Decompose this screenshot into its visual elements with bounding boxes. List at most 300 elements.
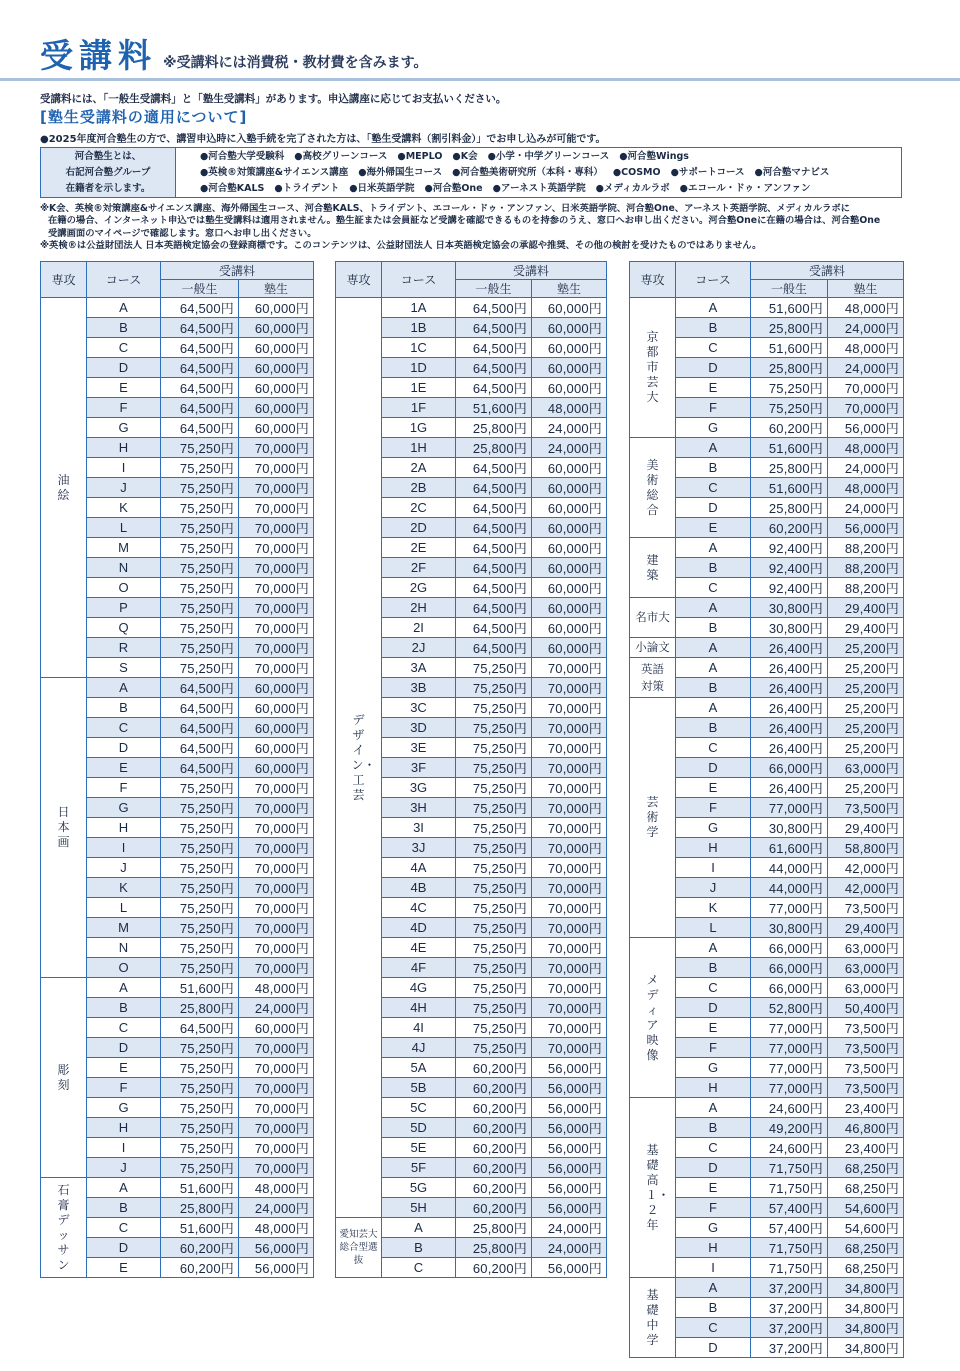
table-row — [630, 598, 904, 618]
general-fee-cell: 92,400円 — [751, 558, 828, 578]
member-fee-cell: 48,000円 — [828, 478, 904, 498]
general-fee-cell: 26,400円 — [751, 658, 828, 678]
member-fee-cell: 48,000円 — [828, 438, 904, 458]
major-label: 基礎中学 — [646, 1287, 659, 1347]
major-cell — [336, 298, 382, 1218]
member-fee-cell: 70,000円 — [532, 758, 607, 778]
header — [40, 30, 428, 77]
general-fee-cell: 77,000円 — [751, 1018, 828, 1038]
member-fee-cell: 60,000円 — [239, 418, 314, 438]
member-fee-cell: 70,000円 — [239, 1098, 314, 1118]
course-cell: 4D — [382, 918, 456, 938]
general-fee-cell: 92,400円 — [751, 538, 828, 558]
header-major: 専攻 — [630, 262, 676, 298]
course-cell: H — [87, 818, 161, 838]
course-cell: G — [87, 1098, 161, 1118]
general-fee-cell: 25,800円 — [161, 1198, 239, 1218]
general-fee-cell: 75,250円 — [456, 798, 532, 818]
major-label: 名市大 — [635, 610, 670, 624]
member-fee-cell: 70,000円 — [532, 798, 607, 818]
member-fee-cell: 24,000円 — [828, 358, 904, 378]
general-fee-cell: 64,500円 — [456, 458, 532, 478]
general-fee-cell: 64,500円 — [161, 398, 239, 418]
course-cell: G — [676, 1058, 751, 1078]
course-cell: E — [87, 1058, 161, 1078]
member-fee-cell: 56,000円 — [828, 518, 904, 538]
group-item: ●河合塾美術研究所（本科・専科） — [452, 167, 603, 178]
general-fee-cell: 60,200円 — [161, 1258, 239, 1278]
member-fee-cell: 60,000円 — [239, 398, 314, 418]
group-box-line — [200, 165, 901, 181]
course-cell: B — [676, 718, 751, 738]
table-row — [630, 1098, 904, 1118]
member-fee-cell: 48,000円 — [828, 298, 904, 318]
general-fee-cell: 26,400円 — [751, 778, 828, 798]
member-fee-cell: 56,000円 — [532, 1118, 607, 1138]
member-fee-cell: 70,000円 — [532, 778, 607, 798]
general-fee-cell: 30,800円 — [751, 618, 828, 638]
member-fee-cell: 60,000円 — [532, 458, 607, 478]
general-fee-cell: 75,250円 — [161, 878, 239, 898]
member-fee-cell: 88,200円 — [828, 578, 904, 598]
member-fee-cell: 70,000円 — [239, 1038, 314, 1058]
member-fee-cell: 25,200円 — [828, 698, 904, 718]
general-fee-cell: 25,800円 — [751, 358, 828, 378]
general-fee-cell: 64,500円 — [456, 558, 532, 578]
course-cell: I — [676, 858, 751, 878]
general-fee-cell: 75,250円 — [456, 1018, 532, 1038]
general-fee-cell: 75,250円 — [161, 858, 239, 878]
general-fee-cell: 60,200円 — [161, 1238, 239, 1258]
member-fee-cell: 58,800円 — [828, 838, 904, 858]
member-fee-cell: 70,000円 — [239, 638, 314, 658]
general-fee-cell: 64,500円 — [456, 318, 532, 338]
course-cell: A — [676, 598, 751, 618]
course-cell: C — [676, 338, 751, 358]
group-item: ●河合塾大学受験科 — [200, 151, 285, 162]
course-cell: 5C — [382, 1098, 456, 1118]
member-fee-cell: 63,000円 — [828, 978, 904, 998]
general-fee-cell: 25,800円 — [751, 458, 828, 478]
course-cell: D — [676, 758, 751, 778]
group-box-list — [176, 148, 901, 197]
major-cell — [630, 658, 676, 698]
course-cell: C — [382, 1258, 456, 1278]
general-fee-cell: 75,250円 — [161, 598, 239, 618]
member-fee-cell: 70,000円 — [532, 838, 607, 858]
table-row — [630, 658, 904, 678]
group-item: ●高校グリーンコース — [294, 151, 388, 162]
course-cell: E — [87, 378, 161, 398]
course-cell: 5F — [382, 1158, 456, 1178]
course-cell: A — [87, 678, 161, 698]
major-label: 石膏デッサン — [57, 1182, 70, 1272]
course-cell: 1C — [382, 338, 456, 358]
course-cell: C — [87, 1218, 161, 1238]
course-cell: N — [87, 938, 161, 958]
member-fee-cell: 60,000円 — [532, 378, 607, 398]
general-fee-cell: 75,250円 — [161, 538, 239, 558]
member-fee-cell: 70,000円 — [532, 898, 607, 918]
general-fee-cell: 64,500円 — [161, 298, 239, 318]
general-fee-cell: 77,000円 — [751, 1058, 828, 1078]
member-fee-cell: 25,200円 — [828, 778, 904, 798]
general-fee-cell: 25,800円 — [456, 1238, 532, 1258]
member-fee-cell: 25,200円 — [828, 638, 904, 658]
section-title: [塾生受講料の適用について] — [40, 108, 248, 126]
header-course: コース — [676, 262, 751, 298]
member-fee-cell: 24,000円 — [828, 498, 904, 518]
course-cell: 5A — [382, 1058, 456, 1078]
course-cell: C — [676, 1318, 751, 1338]
general-fee-cell: 75,250円 — [161, 838, 239, 858]
member-fee-cell: 29,400円 — [828, 918, 904, 938]
general-fee-cell: 75,250円 — [161, 938, 239, 958]
course-cell: S — [87, 658, 161, 678]
member-fee-cell: 56,000円 — [532, 1098, 607, 1118]
table-row — [630, 938, 904, 958]
member-fee-cell: 60,000円 — [239, 718, 314, 738]
group-item: ●K会 — [452, 151, 478, 162]
major-cell — [41, 298, 87, 678]
member-fee-cell: 48,000円 — [239, 1218, 314, 1238]
member-fee-cell: 70,000円 — [532, 958, 607, 978]
course-cell: 5E — [382, 1138, 456, 1158]
general-fee-cell: 75,250円 — [161, 898, 239, 918]
course-cell: B — [676, 318, 751, 338]
general-fee-cell: 75,250円 — [456, 818, 532, 838]
group-item: ●海外帰国生コース — [358, 167, 443, 178]
general-fee-cell: 51,600円 — [751, 478, 828, 498]
header-fee: 受講料 — [456, 262, 607, 280]
general-fee-cell: 60,200円 — [456, 1078, 532, 1098]
member-fee-cell: 56,000円 — [532, 1078, 607, 1098]
general-fee-cell: 64,500円 — [161, 738, 239, 758]
course-cell: 2D — [382, 518, 456, 538]
course-cell: E — [676, 378, 751, 398]
general-fee-cell: 75,250円 — [456, 738, 532, 758]
major-cell — [336, 1218, 382, 1278]
member-fee-cell: 56,000円 — [532, 1178, 607, 1198]
major-cell — [630, 298, 676, 438]
member-fee-cell: 23,400円 — [828, 1098, 904, 1118]
major-label: 基礎高１・２年 — [645, 1142, 670, 1232]
member-fee-cell: 70,000円 — [239, 838, 314, 858]
member-fee-cell: 70,000円 — [239, 1078, 314, 1098]
member-fee-cell: 48,000円 — [532, 398, 607, 418]
course-cell: 5H — [382, 1198, 456, 1218]
general-fee-cell: 75,250円 — [161, 458, 239, 478]
general-fee-cell: 71,750円 — [751, 1258, 828, 1278]
member-fee-cell: 56,000円 — [239, 1258, 314, 1278]
member-fee-cell: 70,000円 — [239, 438, 314, 458]
table-header-row — [41, 262, 314, 280]
member-fee-cell: 48,000円 — [239, 1178, 314, 1198]
course-cell: A — [676, 1098, 751, 1118]
course-cell: 1G — [382, 418, 456, 438]
member-fee-cell: 70,000円 — [532, 698, 607, 718]
general-fee-cell: 75,250円 — [161, 1078, 239, 1098]
general-fee-cell: 75,250円 — [161, 1098, 239, 1118]
group-item: ●河合塾Wings — [619, 151, 689, 162]
notes — [40, 203, 910, 252]
table-row — [336, 298, 607, 318]
general-fee-cell: 24,600円 — [751, 1098, 828, 1118]
course-cell: D — [676, 998, 751, 1018]
member-fee-cell: 24,000円 — [532, 438, 607, 458]
group-item: ●小学・中学グリーンコース — [487, 151, 610, 162]
course-cell: A — [87, 298, 161, 318]
course-cell: 3G — [382, 778, 456, 798]
header-major: 専攻 — [336, 262, 382, 298]
course-cell: J — [87, 1158, 161, 1178]
general-fee-cell: 75,250円 — [161, 638, 239, 658]
general-fee-cell: 64,500円 — [456, 478, 532, 498]
general-fee-cell: 66,000円 — [751, 978, 828, 998]
general-fee-cell: 75,250円 — [456, 758, 532, 778]
member-fee-cell: 70,000円 — [532, 918, 607, 938]
course-cell: E — [676, 518, 751, 538]
general-fee-cell: 60,200円 — [456, 1138, 532, 1158]
course-cell: D — [676, 498, 751, 518]
course-cell: H — [87, 1118, 161, 1138]
member-fee-cell: 56,000円 — [239, 1238, 314, 1258]
course-cell: R — [87, 638, 161, 658]
course-cell: C — [87, 718, 161, 738]
general-fee-cell: 64,500円 — [456, 358, 532, 378]
general-fee-cell: 75,250円 — [161, 518, 239, 538]
member-fee-cell: 34,800円 — [828, 1318, 904, 1338]
table-row — [630, 1278, 904, 1298]
course-cell: E — [676, 778, 751, 798]
general-fee-cell: 75,250円 — [456, 858, 532, 878]
course-cell: 3A — [382, 658, 456, 678]
general-fee-cell: 49,200円 — [751, 1118, 828, 1138]
course-cell: K — [87, 878, 161, 898]
general-fee-cell: 64,500円 — [161, 678, 239, 698]
course-cell: 3I — [382, 818, 456, 838]
general-fee-cell: 75,250円 — [161, 658, 239, 678]
member-fee-cell: 70,000円 — [239, 518, 314, 538]
course-cell: 4B — [382, 878, 456, 898]
table-row — [630, 438, 904, 458]
member-fee-cell: 70,000円 — [828, 398, 904, 418]
general-fee-cell: 60,200円 — [456, 1258, 532, 1278]
general-fee-cell: 75,250円 — [161, 438, 239, 458]
group-item: ●河合塾KALS — [200, 183, 265, 194]
member-fee-cell: 56,000円 — [532, 1138, 607, 1158]
course-cell: D — [87, 738, 161, 758]
general-fee-cell: 75,250円 — [456, 998, 532, 1018]
general-fee-cell: 44,000円 — [751, 858, 828, 878]
course-cell: 4G — [382, 978, 456, 998]
course-cell: C — [87, 338, 161, 358]
general-fee-cell: 64,500円 — [456, 518, 532, 538]
member-fee-cell: 24,000円 — [532, 418, 607, 438]
member-fee-cell: 60,000円 — [239, 758, 314, 778]
member-fee-cell: 70,000円 — [239, 658, 314, 678]
general-fee-cell: 37,200円 — [751, 1318, 828, 1338]
header-rule — [0, 78, 960, 81]
member-fee-cell: 29,400円 — [828, 818, 904, 838]
member-fee-cell: 24,000円 — [239, 998, 314, 1018]
general-fee-cell: 75,250円 — [456, 658, 532, 678]
member-fee-cell: 73,500円 — [828, 1078, 904, 1098]
member-fee-cell: 63,000円 — [828, 958, 904, 978]
member-fee-cell: 25,200円 — [828, 658, 904, 678]
course-cell: F — [87, 1078, 161, 1098]
member-fee-cell: 60,000円 — [532, 498, 607, 518]
general-fee-cell: 51,600円 — [161, 1218, 239, 1238]
course-cell: J — [87, 478, 161, 498]
course-cell: A — [676, 638, 751, 658]
general-fee-cell: 24,600円 — [751, 1138, 828, 1158]
major-cell — [630, 1278, 676, 1358]
course-cell: B — [87, 698, 161, 718]
table-row — [630, 698, 904, 718]
member-fee-cell: 54,600円 — [828, 1198, 904, 1218]
member-fee-cell: 60,000円 — [532, 318, 607, 338]
major-cell — [630, 698, 676, 938]
general-fee-cell: 25,800円 — [751, 498, 828, 518]
course-cell: A — [676, 1278, 751, 1298]
member-fee-cell: 73,500円 — [828, 1018, 904, 1038]
member-fee-cell: 24,000円 — [532, 1238, 607, 1258]
general-fee-cell: 64,500円 — [161, 358, 239, 378]
note-line: ※K会、英検®対策講座&サイエンス講座、海外帰国生コース、河合塾KALS、トライデント、エコール・ドゥ・アンファン、日米英語学院、河合塾One、アーネスト英語学院、メディカルラボに — [40, 203, 850, 214]
member-fee-cell: 29,400円 — [828, 598, 904, 618]
course-cell: D — [87, 358, 161, 378]
major-label: 小論文 — [635, 640, 670, 654]
group-item: ●日米英語学院 — [349, 183, 415, 194]
note-line: 在籍の場合、インターネット申込では塾生受講料は適用されません。塾生証または会員証など受講を確認できるものを持参のうえ、窓口へお申し出ください。河合塾Oneに在籍の場合は、河合塾One — [48, 215, 881, 227]
member-fee-cell: 56,000円 — [532, 1198, 607, 1218]
major-label: 京都市芸大 — [646, 330, 659, 404]
general-fee-cell: 77,000円 — [751, 798, 828, 818]
group-item: ●MEPLO — [397, 151, 443, 162]
course-cell: C — [676, 738, 751, 758]
course-cell: O — [87, 958, 161, 978]
group-item: ●河合塾マナビス — [754, 167, 830, 178]
member-fee-cell: 68,250円 — [828, 1238, 904, 1258]
course-cell: C — [676, 978, 751, 998]
group-item: ●COSMO — [612, 167, 661, 178]
general-fee-cell: 60,200円 — [456, 1118, 532, 1138]
member-fee-cell: 70,000円 — [532, 938, 607, 958]
group-box-label — [41, 148, 176, 197]
major-cell — [630, 1098, 676, 1278]
course-cell: B — [382, 1238, 456, 1258]
course-cell: D — [676, 358, 751, 378]
member-fee-cell: 56,000円 — [532, 1258, 607, 1278]
major-label: 美術総合 — [646, 457, 659, 517]
member-fee-cell: 70,000円 — [239, 478, 314, 498]
course-cell: A — [87, 978, 161, 998]
general-fee-cell: 75,250円 — [161, 578, 239, 598]
course-cell: B — [676, 678, 751, 698]
major-cell — [41, 678, 87, 978]
member-fee-cell: 70,000円 — [239, 558, 314, 578]
course-cell: L — [87, 898, 161, 918]
member-fee-cell: 70,000円 — [239, 1118, 314, 1138]
group-item: ●トライデント — [274, 183, 340, 194]
member-fee-cell: 25,200円 — [828, 738, 904, 758]
general-fee-cell: 30,800円 — [751, 598, 828, 618]
major-cell — [630, 938, 676, 1098]
course-cell: O — [87, 578, 161, 598]
general-fee-cell: 30,800円 — [751, 818, 828, 838]
general-fee-cell: 64,500円 — [161, 338, 239, 358]
course-cell: 4J — [382, 1038, 456, 1058]
course-cell: D — [676, 1158, 751, 1178]
fee-table-left — [40, 261, 314, 1278]
course-cell: F — [676, 398, 751, 418]
general-fee-cell: 51,600円 — [751, 298, 828, 318]
major-label: デザイン・工芸 — [351, 712, 376, 802]
member-fee-cell: 60,000円 — [532, 618, 607, 638]
general-fee-cell: 75,250円 — [161, 1118, 239, 1138]
major-cell — [41, 1178, 87, 1278]
course-cell: C — [676, 1138, 751, 1158]
member-fee-cell: 60,000円 — [239, 298, 314, 318]
member-fee-cell: 63,000円 — [828, 758, 904, 778]
major-cell — [630, 598, 676, 638]
header-fee: 受講料 — [751, 262, 904, 280]
course-cell: B — [676, 618, 751, 638]
major-label: 彫刻 — [57, 1062, 70, 1092]
course-cell: E — [676, 1018, 751, 1038]
course-cell: F — [87, 398, 161, 418]
member-fee-cell: 60,000円 — [239, 698, 314, 718]
header-general: 一般生 — [161, 280, 239, 298]
course-cell: I — [87, 458, 161, 478]
course-cell: B — [87, 318, 161, 338]
member-fee-cell: 70,000円 — [532, 818, 607, 838]
general-fee-cell: 75,250円 — [161, 1158, 239, 1178]
general-fee-cell: 25,800円 — [456, 418, 532, 438]
general-fee-cell: 25,800円 — [456, 438, 532, 458]
general-fee-cell: 64,500円 — [456, 498, 532, 518]
course-cell: 1E — [382, 378, 456, 398]
course-cell: P — [87, 598, 161, 618]
major-cell — [630, 538, 676, 598]
general-fee-cell: 66,000円 — [751, 758, 828, 778]
member-fee-cell: 88,200円 — [828, 538, 904, 558]
general-fee-cell: 25,800円 — [161, 998, 239, 1018]
general-fee-cell: 61,600円 — [751, 838, 828, 858]
course-cell: A — [676, 298, 751, 318]
course-cell: 3C — [382, 698, 456, 718]
general-fee-cell: 75,250円 — [456, 1038, 532, 1058]
member-fee-cell: 70,000円 — [532, 878, 607, 898]
course-cell: E — [87, 758, 161, 778]
course-cell: 1A — [382, 298, 456, 318]
general-fee-cell: 64,500円 — [161, 1018, 239, 1038]
notice-text: ●2025年度河合塾生の方で、講習申込時に入塾手続を完了された方は、「塾生受講料（割引料金）」でお申し込みが可能です。 — [40, 134, 606, 145]
course-cell: L — [676, 918, 751, 938]
course-cell: B — [676, 558, 751, 578]
table-row — [630, 298, 904, 318]
table-header-row — [336, 262, 607, 280]
general-fee-cell: 75,250円 — [161, 958, 239, 978]
course-cell: F — [676, 1038, 751, 1058]
general-fee-cell: 75,250円 — [456, 698, 532, 718]
course-cell: 5D — [382, 1118, 456, 1138]
member-fee-cell: 70,000円 — [532, 978, 607, 998]
member-fee-cell: 60,000円 — [532, 298, 607, 318]
table-row — [41, 298, 314, 318]
member-fee-cell: 70,000円 — [239, 618, 314, 638]
